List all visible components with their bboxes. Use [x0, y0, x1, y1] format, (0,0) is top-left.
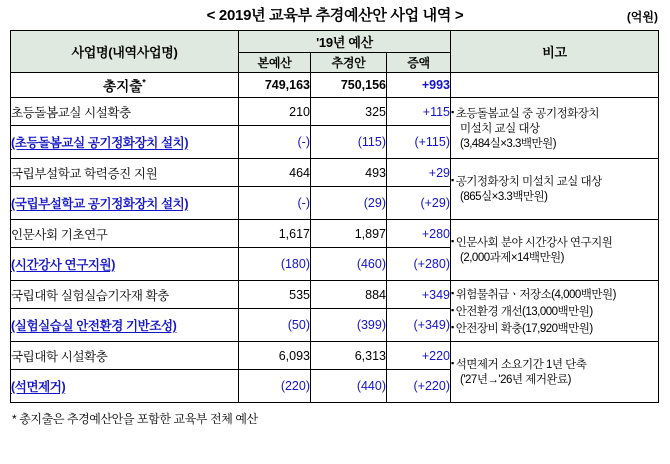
program-main-budget: 535	[239, 281, 311, 309]
sub-supplementary: (399)	[311, 309, 387, 342]
total-label-mark: *	[142, 77, 146, 88]
program-main-budget: 1,617	[239, 220, 311, 248]
sub-program-text: (실험실습실 안전환경 기반조성)	[11, 319, 177, 333]
sub-main-budget: (220)	[239, 370, 311, 403]
table-row	[11, 342, 659, 370]
sub-main-budget: (-)	[239, 126, 311, 159]
sub-increase: (+349)	[387, 309, 451, 342]
remark-line: (865실×3.3백만원)	[460, 191, 548, 203]
remark-line: ▪ 인문사회 분야 시간강사 연구지원	[451, 234, 658, 251]
sub-increase: (+220)	[387, 370, 451, 403]
sub-program-name	[11, 370, 239, 403]
program-remarks	[451, 98, 659, 159]
sub-program-name	[11, 187, 239, 220]
header-main-budget: 본예산	[239, 53, 311, 73]
total-supplementary: 750,156	[311, 73, 387, 98]
program-main-budget: 210	[239, 98, 311, 126]
table-row	[11, 98, 659, 126]
table-row	[11, 159, 659, 187]
total-remarks	[451, 73, 659, 98]
table-row	[11, 281, 659, 309]
total-increase: +993	[387, 73, 451, 98]
page-title: < 2019년 교육부 추경예산안 사업 내역 >	[206, 7, 464, 24]
total-label-text: 총지출	[103, 79, 143, 94]
sub-program-text: (국립부설학교 공기정화장치 설치)	[11, 197, 189, 211]
remark-line: ▪ 안전환경 개선(13,000백만원)	[451, 303, 658, 320]
sub-supplementary: (29)	[311, 187, 387, 220]
table-row	[11, 220, 659, 248]
table-header-row-1	[11, 31, 659, 53]
program-remarks	[451, 220, 659, 281]
footnote: * 총지출은 추경예산안을 포함한 교육부 전체 예산	[12, 412, 258, 426]
program-main-budget: 464	[239, 159, 311, 187]
program-supplementary: 6,313	[311, 342, 387, 370]
program-increase: +29	[387, 159, 451, 187]
remark-line: ('27년→'26년 제거완료)	[460, 374, 571, 386]
sub-increase: (+115)	[387, 126, 451, 159]
header-increase: 증액	[387, 53, 451, 73]
program-supplementary: 1,897	[311, 220, 387, 248]
program-remarks	[451, 159, 659, 220]
remark-line: (2,000과제×14백만원)	[460, 252, 564, 264]
sub-program-name	[11, 248, 239, 281]
remark-line: ▪ 석면제거 소요기간 1년 단축	[451, 356, 658, 373]
sub-main-budget: (180)	[239, 248, 311, 281]
total-row	[11, 73, 659, 98]
program-increase: +220	[387, 342, 451, 370]
total-label	[11, 73, 239, 98]
header-remarks: 비고	[451, 31, 659, 73]
program-supplementary: 493	[311, 159, 387, 187]
sub-main-budget: (-)	[239, 187, 311, 220]
program-main-budget: 6,093	[239, 342, 311, 370]
remark-line: (3,484실×3.3백만원)	[460, 137, 557, 150]
sub-program-text: (시간강사 연구지원)	[11, 258, 115, 272]
header-supplementary: 추경안	[311, 53, 387, 73]
sub-supplementary: (460)	[311, 248, 387, 281]
program-supplementary: 325	[311, 98, 387, 126]
title-row	[10, 6, 660, 30]
sub-supplementary: (440)	[311, 370, 387, 403]
program-name: 초등돌봄교실 시설확충	[11, 98, 239, 126]
remark-line: ▪ 안전장비 확충(17,920백만원)	[451, 320, 658, 337]
remark-line: 미설치 교실 대상	[460, 122, 540, 135]
sub-program-text: (석면제거)	[11, 380, 66, 394]
program-remarks	[451, 342, 659, 403]
program-remarks	[451, 281, 659, 342]
total-main-budget: 749,163	[239, 73, 311, 98]
program-name: 인문사회 기초연구	[11, 220, 239, 248]
sub-increase: (+29)	[387, 187, 451, 220]
program-name: 국립대학 시설확충	[11, 342, 239, 370]
remark-line: ▪ 위험물취급ㆍ저장소(4,000백만원)	[451, 286, 658, 303]
sub-program-name	[11, 126, 239, 159]
remark-line: ▪ 공기정화장치 미설치 교실 대상	[451, 173, 658, 190]
sub-increase: (+280)	[387, 248, 451, 281]
sub-main-budget: (50)	[239, 309, 311, 342]
header-budget-group: '19년 예산	[239, 31, 451, 53]
program-increase: +280	[387, 220, 451, 248]
sub-program-text: (초등돌봄교실 공기정화장치 설치)	[11, 136, 189, 150]
program-name: 국립대학 실험실습기자재 확충	[11, 281, 239, 309]
program-supplementary: 884	[311, 281, 387, 309]
unit-label: (억원)	[626, 10, 658, 24]
budget-table	[10, 30, 659, 403]
program-increase: +115	[387, 98, 451, 126]
header-program: 사업명(내역사업명)	[11, 31, 239, 73]
sub-program-name	[11, 309, 239, 342]
program-increase: +349	[387, 281, 451, 309]
program-name: 국립부설학교 학력증진 지원	[11, 159, 239, 187]
sub-supplementary: (115)	[311, 126, 387, 159]
remark-line: ▪ 초등돌봄교실 중 공기정화장치	[451, 105, 658, 122]
